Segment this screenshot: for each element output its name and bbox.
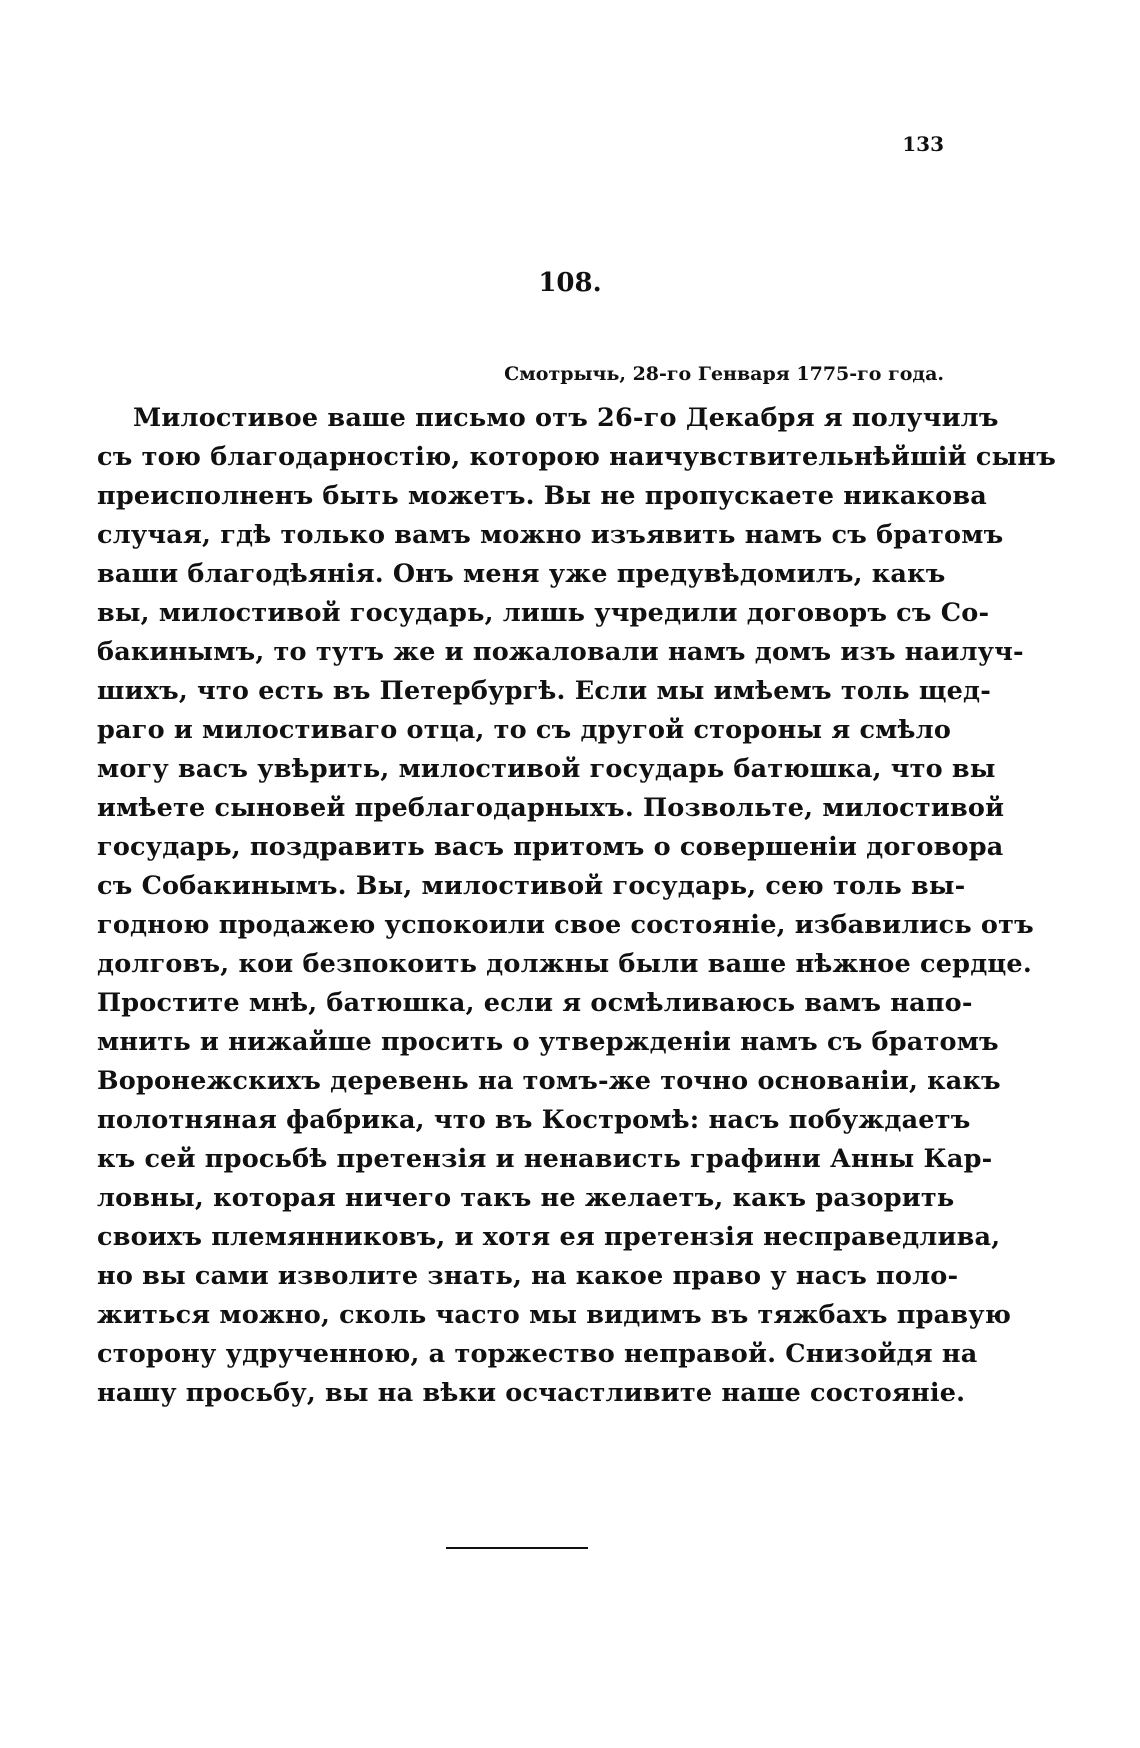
body-line: случая, гдѣ только вамъ можно изъявить намъ съ братомъ (97, 520, 1004, 550)
body-line: долговъ, кои безпокоить должны были ваше нѣжное сердце. (97, 949, 1032, 979)
body-line: преисполненъ быть можетъ. Вы не пропускаете никакова (97, 481, 988, 511)
body-line: Милостивое ваше письмо отъ 26-го Декабря я получилъ (133, 403, 999, 433)
body-line: бакинымъ, то тутъ же и пожаловали намъ домъ изъ наилуч- (97, 637, 1024, 667)
body-line: ловны, которая ничего такъ не желаетъ, какъ разорить (97, 1183, 955, 1213)
body-line: имѣете сыновей преблагодарныхъ. Позвольте, милостивой (97, 793, 1005, 823)
body-line: полотняная фабрика, что въ Костромѣ: насъ побуждаетъ (97, 1105, 971, 1135)
body-line: шихъ, что есть въ Петербургѣ. Если мы имѣемъ толь щед- (97, 676, 992, 706)
body-line: своихъ племянниковъ, и хотя ея претензія несправедлива, (97, 1222, 1001, 1252)
body-line: нашу просьбу, вы на вѣки осчастливите наше состояніе. (97, 1378, 966, 1408)
body-line: государь, поздравить васъ притомъ о совершеніи договора (97, 832, 1004, 862)
body-line: вы, милостивой государь, лишь учредили договоръ съ Со- (97, 598, 990, 628)
body-line: къ сей просьбѣ претензія и ненависть графини Анны Кар- (97, 1144, 993, 1174)
body-line: житься можно, сколь часто мы видимъ въ тяжбахъ правую (97, 1300, 1012, 1330)
body-line: мнить и нижайше просить о утвержденіи намъ съ братомъ (97, 1027, 999, 1057)
body-line: Простите мнѣ, батюшка, если я осмѣливаюсь вамъ напо- (97, 988, 973, 1018)
page-number: 133 (902, 132, 944, 156)
body-line: могу васъ увѣрить, милостивой государь батюшка, что вы (97, 754, 996, 784)
section-divider-rule (446, 1547, 588, 1549)
body-line: съ тою благодарностію, которою наичувствительнѣйшій сынъ (97, 442, 1056, 472)
body-line: ваши благодѣянія. Онъ меня уже предувѣдомилъ, какъ (97, 559, 946, 589)
letter-dateline: Смотрычь, 28-го Генваря 1775-го года. (504, 363, 944, 385)
letter-number: 108. (538, 268, 602, 298)
body-line: но вы сами изволите знать, на какое право у насъ поло- (97, 1261, 959, 1291)
body-line: годною продажею успокоили свое состояніе, избавились отъ (97, 910, 1034, 940)
body-line: раго и милостиваго отца, то съ другой стороны я смѣло (97, 715, 952, 745)
body-line: сторону удрученною, а торжество неправой. Снизойдя на (97, 1339, 978, 1369)
letter-body (97, 399, 1056, 1413)
body-line: Воронежскихъ деревень на томъ-же точно основаніи, какъ (97, 1066, 1001, 1096)
body-line: съ Собакинымъ. Вы, милостивой государь, сею толь вы- (97, 871, 966, 901)
